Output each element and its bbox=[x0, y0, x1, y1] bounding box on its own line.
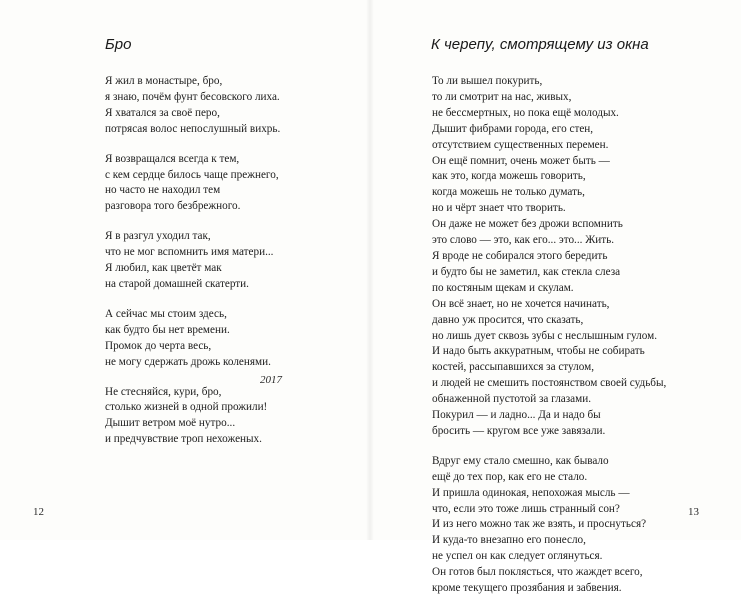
stanza bbox=[432, 454, 666, 597]
poem-line: и предчувствие троп нехоженых. bbox=[105, 433, 262, 446]
poem-line: Дышит ветром моё нутро... bbox=[105, 417, 236, 430]
poem-line: как это, когда можешь говорить, bbox=[432, 170, 586, 183]
poem-line: Промок до черта весь, bbox=[105, 339, 212, 352]
poem-line: то ли смотрит на нас, живых, bbox=[432, 90, 572, 103]
poem-line: Он даже не может без дрожи вспомнить bbox=[432, 218, 623, 231]
poem-line: потрясая волос непослушный вихрь. bbox=[105, 122, 281, 135]
poem-line: когда можешь не только думать, bbox=[432, 186, 585, 199]
poem-line: разговора того безбрежного. bbox=[105, 200, 241, 213]
page-number: 12 bbox=[33, 506, 44, 518]
poem-line: кроме текущего прозябания и забвения. bbox=[432, 582, 622, 595]
poem-line: Я в разгул уходил так, bbox=[105, 230, 211, 243]
poem-line: Покурил — и ладно... Да и надо бы bbox=[432, 409, 601, 422]
poem-line: не могу сдержать дрожь коленями. bbox=[105, 355, 271, 368]
poem-line: на старой домашней скатерти. bbox=[105, 277, 249, 290]
poem-year: 2017 bbox=[260, 374, 282, 386]
poem-line: с кем сердце билось чаще прежнего, bbox=[105, 168, 279, 181]
poem-line: бросить — кругом все уже завязали. bbox=[432, 424, 606, 437]
poem-line: Он ещё помнит, очень может быть — bbox=[432, 154, 610, 167]
poem-body bbox=[105, 74, 280, 462]
poem-title: К черепу, смотрящему из окна bbox=[431, 36, 649, 53]
poem-line: Дышит фибрами города, его стен, bbox=[432, 122, 594, 135]
poem-line: не успел он как следует оглянуться. bbox=[432, 550, 603, 563]
poem-line: Я хватался за своё перо, bbox=[105, 106, 220, 119]
poem-body bbox=[432, 74, 666, 611]
poem-line: И надо быть аккуратным, чтобы не собирать bbox=[432, 345, 645, 358]
left-page bbox=[0, 0, 370, 540]
poem-line: Я возвращался всегда к тем, bbox=[105, 152, 240, 165]
poem-line: что не мог вспомнить имя матери... bbox=[105, 246, 274, 259]
poem-line: но и чёрт знает что творить. bbox=[432, 202, 566, 215]
poem-line: И из него можно так же взять, и проснуться? bbox=[432, 518, 647, 531]
right-page bbox=[370, 0, 741, 595]
stanza bbox=[105, 152, 280, 216]
poem-title: Бро bbox=[105, 36, 132, 53]
poem-line: но лишь дует сквозь зубы с неслышным гулом. bbox=[432, 329, 657, 342]
poem-line: И пришла одинокая, непохожая мысль — bbox=[432, 486, 630, 499]
poem-line: как будто бы нет времени. bbox=[105, 323, 230, 336]
stanza bbox=[105, 74, 280, 138]
poem-line: отсутствием существенных перемен. bbox=[432, 138, 609, 151]
poem-line: но часто не находил тем bbox=[105, 184, 221, 197]
poem-line: костей, рассыпавшихся за стулом, bbox=[432, 361, 594, 374]
poem-line: Я любил, как цветёт мак bbox=[105, 262, 222, 275]
poem-line: То ли вышел покурить, bbox=[432, 75, 543, 87]
poem-line: Он готов был поклясться, что жаждет всего, bbox=[432, 566, 643, 579]
poem-line: Я вроде не собирался этого бередить bbox=[432, 249, 608, 262]
page-number: 13 bbox=[688, 506, 699, 518]
poem-line: столько жизней в одной прожили! bbox=[105, 401, 268, 414]
poem-line: я знаю, почём фунт бесовского лиха. bbox=[105, 90, 280, 103]
poem-line: И куда-то внезапно его понесло, bbox=[432, 534, 586, 547]
stanza bbox=[105, 385, 280, 449]
poem-line: Он всё знает, но не хочется начинать, bbox=[432, 297, 610, 310]
poem-line: обнаженной пустотой за глазами. bbox=[432, 393, 591, 406]
poem-line: не бессмертных, но пока ещё молодых. bbox=[432, 106, 619, 119]
poem-line: давно уж просится, что сказать, bbox=[432, 313, 584, 326]
poem-line: это слово — это, как его... это... Жить. bbox=[432, 234, 615, 247]
poem-line: и будто бы не заметил, как стекла слеза bbox=[432, 265, 621, 278]
poem-line: А сейчас мы стоим здесь, bbox=[105, 307, 227, 320]
poem-line: по костяным щекам и скулам. bbox=[432, 281, 574, 294]
poem-line: ещё до тех пор, как его не стало. bbox=[432, 470, 588, 483]
stanza bbox=[432, 74, 666, 440]
stanza bbox=[105, 307, 280, 371]
poem-line: что, если это тоже лишь странный сон? bbox=[432, 502, 620, 515]
poem-line: Не стесняйся, кури, бро, bbox=[105, 385, 222, 398]
poem-line: Вдруг ему стало смешно, как бывало bbox=[432, 454, 609, 467]
stanza bbox=[105, 229, 280, 293]
poem-line: Я жил в монастыре, бро, bbox=[105, 75, 223, 87]
poem-line: и людей не смешить постоянством своей судьбы, bbox=[432, 377, 667, 390]
